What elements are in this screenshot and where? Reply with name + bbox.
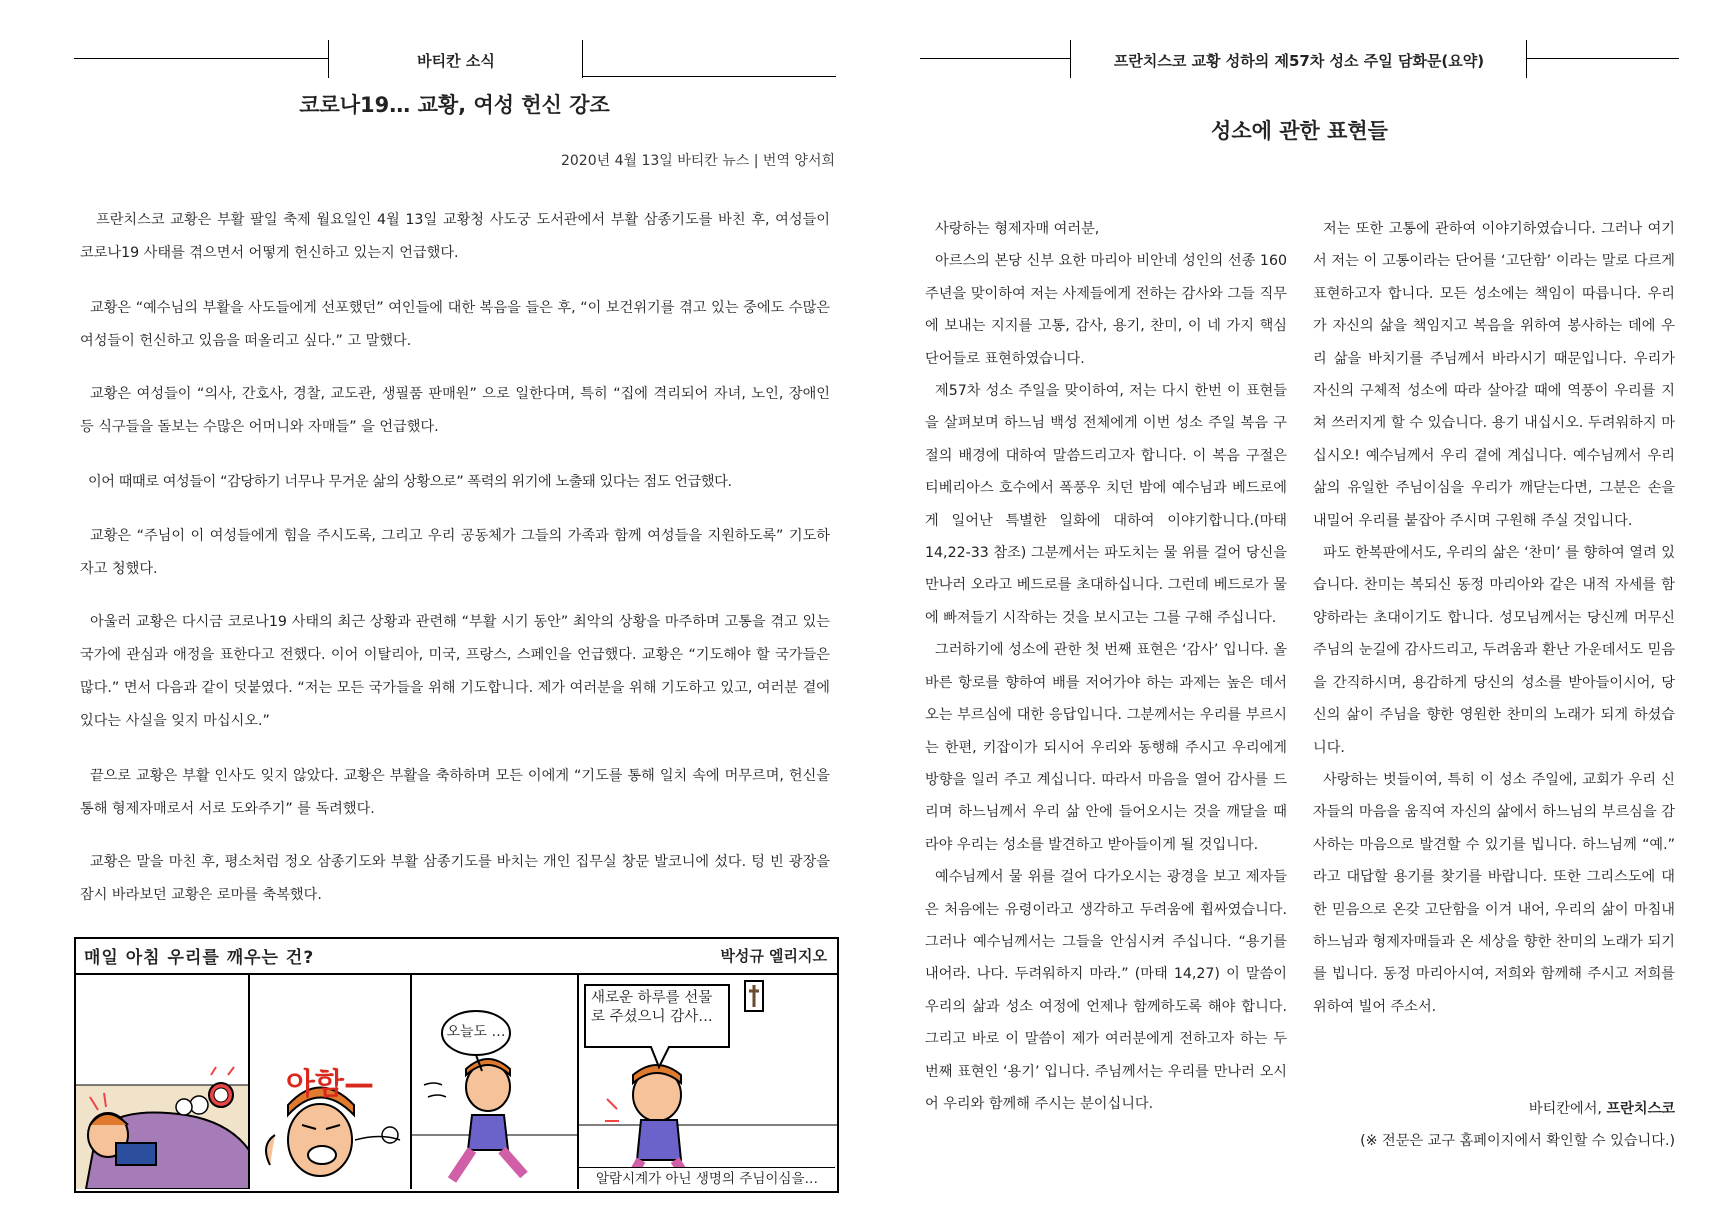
left-paragraph-2: 교황은 “예수님의 부활을 사도들에게 선포했던” 여인들에 대한 복음을 들은 후, “이 보건위기를 겪고 있는 중에도 수많은 여성들이 헌신하고 있음을 떠올리고 싶다.” 고 말했다. (80, 300, 830, 349)
left-article-byline: 2020년 4월 13일 바티칸 뉴스 | 번역 양서희 (560, 153, 835, 169)
left-section-label: 바티칸 소식 (417, 52, 495, 70)
col1-paragraph-1: 사랑하는 형제자매 여러분, (935, 221, 1100, 237)
full-text-note: (※ 전문은 교구 홈페이지에서 확인할 수 있습니다.) (1360, 1133, 1675, 1149)
col1-paragraph-4: 그러하기에 성소에 관한 첫 번째 표현은 ‘감사’ 입니다. 올바른 항로를 향하여 배를 저어가야 하는 과제는 높은 데서 오는 부르심에 대한 응답입니다. 그분께서는 우리를 부르시는 한편, 키잡이가 되시어 우리와 동행해 주시고 우리에게 방향을 일러 주고 계십니다. 따라서 마음을 열어 감사를 드리며 하느님께서 우리 삶 안에 들어오시는 것을 깨달을 때라야 우리는 성소를 발견하고 받아들이게 될 것입니다. (925, 642, 1287, 853)
comic-strip (74, 937, 839, 1193)
comic-title: 매일 아침 우리를 깨우는 건? (84, 948, 315, 968)
comic-panel-2 (248, 975, 412, 1189)
right-header-tick-right (1526, 40, 1527, 78)
left-article-title: 코로나19… 교황, 여성 헌신 강조 (299, 93, 610, 117)
col2-paragraph-2: 파도 한복판에서도, 우리의 삶은 ‘찬미’ 를 향하여 열려 있습니다. 찬미는 복되신 동정 마리아와 같은 내적 자세를 함양하라는 초대이기도 합니다. 성모님께서는 당신께 머무신 주님의 눈길에 감사드리고, 두려움과 환난 가운데서도 믿음을 간직하시며, 용감하게 당신의 성소를 받아들이시어, 당신의 삶이 주님을 향한 영원한 찬미의 노래가 되게 하셨습니다. (1313, 545, 1675, 756)
left-header-rule-right (582, 76, 836, 77)
right-column-1 (925, 213, 1287, 1120)
right-header-tick-left (1070, 40, 1071, 78)
left-header-rule-left (74, 58, 328, 59)
comic-author: 박성규 엘리지오 (720, 947, 827, 965)
col1-paragraph-5: 예수님께서 물 위를 걸어 다가오시는 광경을 보고 제자들은 처음에는 유령이라고 생각하고 두려움에 휩싸였습니다. 그러나 예수님께서는 그들을 안심시켜 주십니다. “용기를 내어라. 나다. 두려워하지 마라.” (마태 14,27) 이 말씀이 우리의 삶과 성소 여정에 언제나 함께하도록 해야 합니다. 그리고 바로 이 말씀이 제가 여러분에게 전하고자 하는 두 번째 표현인 ‘용기’ 입니다. 주님께서는 우리를 만나러 오시어 우리와 함께해 주시는 분이십니다. (925, 869, 1287, 1112)
comic-yawn-text: 아함— (286, 1067, 374, 1102)
left-paragraph-5: 교황은 “주님이 이 여성들에게 힘을 주시도록, 그리고 우리 공동체가 그들의 가족과 함께 여성들을 지원하도록” 기도하자고 청했다. (80, 528, 830, 577)
comic-caption: 알람시계가 아닌 생명의 주님이심을… (579, 1167, 835, 1189)
comic-panel-1 (76, 975, 266, 1189)
right-article-title: 성소에 관한 표현들 (1211, 119, 1388, 143)
col2-paragraph-3: 사랑하는 벗들이여, 특히 이 성소 주일에, 교회가 우리 신자들의 마음을 움직여 자신의 삶에서 하느님의 부르심을 감사하는 마음으로 발견할 수 있기를 빕니다. 하느님께 “예.” 라고 대답할 용기를 찾기를 바랍니다. 또한 그리스도에 대한 믿음으로 온갖 고단함을 이겨 내어, 우리의 삶이 마침내 하느님과 형제자매들과 온 세상을 향한 찬미의 노래가 되기를 빕니다. 동정 마리아시여, 저희와 함께해 주시고 저희를 위하여 빌어 주소서. (1313, 771, 1675, 1015)
left-paragraph-8: 교황은 말을 마친 후, 평소처럼 정오 삼종기도와 부활 삼종기도를 바치는 개인 집무실 창문 발코니에 섰다. 텅 빈 광장을 잠시 바라보던 교황은 로마를 축복했다. (80, 854, 830, 903)
col1-paragraph-3: 제57차 성소 주일을 맞이하여, 저는 다시 한번 이 표현들을 살펴보며 하느님 백성 전체에게 이번 성소 주일 복음 구절의 배경에 대하여 말씀드리고자 합니다. 이 복음 구절은 티베리아스 호수에서 폭풍우 치던 밤에 예수님과 베드로에게 일어난 특별한 일화에 대하여 이야기합니다.(마태 14,22-33 참조) 그분께서는 파도치는 물 위를 걸어 당신을 만나러 오라고 베드로를 초대하십니다. 그런데 베드로가 물에 빠져들기 시작하는 것을 보시고는 그를 구해 주십니다. (925, 383, 1287, 626)
comic-panel-3 (410, 975, 579, 1189)
sleeping-person-drawing (76, 975, 266, 1189)
signature-name: 프란치스코 (1606, 1101, 1675, 1117)
right-header-rule-right (1526, 58, 1679, 59)
running-person-drawing (412, 975, 579, 1189)
left-header-tick-right (582, 40, 583, 78)
comic-speech-bubble-4: 새로운 하루를 선물로 주셨으니 감사… (591, 990, 713, 1025)
left-paragraph-1: 프란치스코 교황은 부활 팔일 축제 월요일인 4월 13일 교황청 사도궁 도서관에서 부활 삼종기도를 바친 후, 여성들이 코로나19 사태를 겪으면서 어떻게 헌신하고 있는지 언급했다. (80, 212, 830, 261)
left-header-tick-left (328, 40, 329, 78)
comic-speech-bubble-3: 오늘도 … (446, 1024, 506, 1040)
signature-place: 바티칸에서, (1528, 1101, 1602, 1117)
left-paragraph-6: 아울러 교황은 다시금 코로나19 사태의 최근 상황과 관련해 “부활 시기 동안” 최악의 상황을 마주하며 고통을 겪고 있는 국가에 관심과 애정을 표한다고 전했다. 이어 이탈리아, 미국, 프랑스, 스페인을 언급했다. 교황은 “기도해야 할 국가들은 많다.” 면서 다음과 같이 덧붙였다. “저는 모든 국가들을 위해 기도합니다. 제가 여러분을 위해 기도하고 있고, 여러분 곁에 있다는 사실을 잊지 마십시오.” (80, 614, 830, 729)
right-header-rule-left (920, 58, 1070, 59)
signature-line (1313, 1093, 1675, 1125)
right-section-label: 프란치스코 교황 성하의 제57차 성소 주일 담화문(요약) (1113, 52, 1485, 70)
right-column-2 (1313, 213, 1675, 1023)
left-paragraph-4: 이어 때때로 여성들이 “감당하기 너무나 무거운 삶의 상황으로” 폭력의 위기에 노출돼 있다는 점도 언급했다. (88, 474, 732, 490)
left-paragraph-3: 교황은 여성들이 “의사, 간호사, 경찰, 교도관, 생필품 판매원” 으로 일한다며, 특히 “집에 격리되어 자녀, 노인, 장애인 등 식구들을 돌보는 수많은 어머니와 자매들” 을 언급했다. (80, 386, 830, 435)
comic-panel-4 (577, 975, 837, 1189)
left-paragraph-7: 끝으로 교황은 부활 인사도 잊지 않았다. 교황은 부활을 축하하며 모든 이에게 “기도를 통해 일치 속에 머무르며, 헌신을 통해 형제자매로서 서로 도와주기” 를 독려했다. (80, 768, 830, 817)
col2-paragraph-1: 저는 또한 고통에 관하여 이야기하였습니다. 그러나 여기서 저는 이 고통이라는 단어를 ‘고단함’ 이라는 말로 다르게 표현하고자 합니다. 모든 성소에는 책임이 따릅니다. 우리가 자신의 삶을 책임지고 복음을 위하여 봉사하는 데에 우리 삶을 바치기를 주님께서 바라시기 때문입니다. 우리가 자신의 구체적 성소에 따라 살아갈 때에 역풍이 우리를 지쳐 쓰러지게 할 수 있습니다. 용기 내십시오. 두려워하지 마십시오! 예수님께서 우리 곁에 계십니다. 예수님께서 우리 삶의 유일한 주님이심을 우리가 깨닫는다면, 그분은 손을 내밀어 우리를 붙잡아 주시며 구원해 주실 것입니다. (1313, 221, 1675, 529)
col1-paragraph-2: 아르스의 본당 신부 요한 마리아 비안네 성인의 선종 160주년을 맞이하여 저는 사제들에게 전하는 감사와 그들 직무에 보내는 지지를 고통, 감사, 용기, 찬미, 이 네 가지 핵심 단어들로 표현하였습니다. (925, 253, 1287, 367)
